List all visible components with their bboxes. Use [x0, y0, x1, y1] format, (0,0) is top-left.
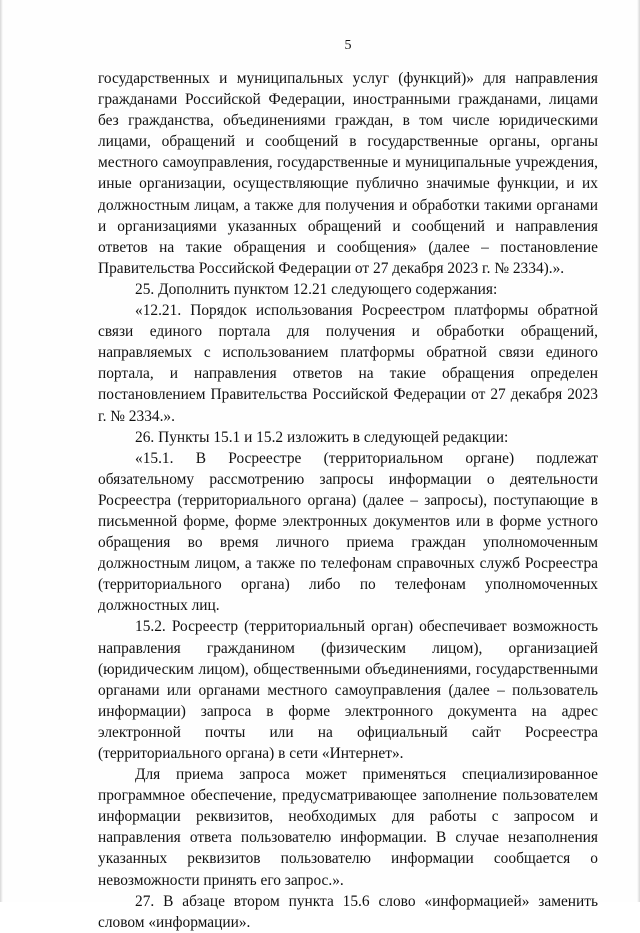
paragraph-item-12-21: «12.21. Порядок использования Росреестром платформы обратной связи единого портала для получения и обработки обращений, направляемых с использованием платформы обратной связи единого портала, и направления ответов на такие обращения определен постановлением Правительства Российской Федерации от 27 декабря 2023 г. № 2334.».: [98, 302, 598, 425]
paragraph-item-15-2: 15.2. Росреестр (территориальный орган) обеспечивает возможность направления гражданином (физическим лицом), организацией (юридическим лицом), общественными объединениями, государственными органами или органами местного самоуправления (далее – пользователь информации) запроса в форме электронного документа на адрес электронной почты или на официальный сайт Росреестра (территориального органа) в сети «Интернет».: [98, 618, 598, 762]
paragraph-item-15-1: «15.1. В Росреестре (территориальном органе) подлежат обязательному рассмотрению запросы информации о деятельности Росреестра (территориального органа) (далее – запросы), поступающие в письменной форме, форме электронных документов или в форме устного обращения во время личного приема граждан уполномоченным должностным лицом, а также по телефонам справочных служб Росреестра (территориального органа) либо по телефонам уполномоченных должностных лиц.: [98, 449, 598, 615]
paragraph-continuation: государственных и муниципальных услуг (функций)» для направления гражданами Российской Федерации, иностранными гражданами, лицами без гражданства, объединениями граждан, в том числе юридическими лицами, обращений и сообщений в государственные органы, органы местного самоуправления, государственные и муниципальные учреждения, иные организации, осуществляющие публично значимые функции, и их должностным лицам, а также для получения и обработки такими органами и организациями указанных обращений и сообщений и направления ответов на такие обращения и сообщения» (далее – постановление Правительства Российской Федерации от 27 декабря 2023 г. № 2334).».: [98, 70, 598, 277]
scan-edge-left: [0, 0, 3, 902]
paragraph-item-26: 26. Пункты 15.1 и 15.2 изложить в следующей редакции:: [135, 428, 509, 446]
paragraph-item-25: 25. Дополнить пунктом 12.21 следующего содержания:: [135, 280, 498, 298]
paragraph-item-27: 27. В абзаце втором пункта 15.6 слово «информацией» заменить словом «информации».: [98, 892, 598, 931]
paragraph-request-software: Для приема запроса может применяться специализированное программное обеспечение, предусматривающее заполнение пользователем информации реквизитов, необходимых для работы с запросом и направления ответа пользователю информации. В случае незаполнения указанных реквизитов пользователю информации сообщается о невозможности принять его запрос.».: [98, 766, 598, 889]
page-number: 5: [344, 38, 352, 53]
